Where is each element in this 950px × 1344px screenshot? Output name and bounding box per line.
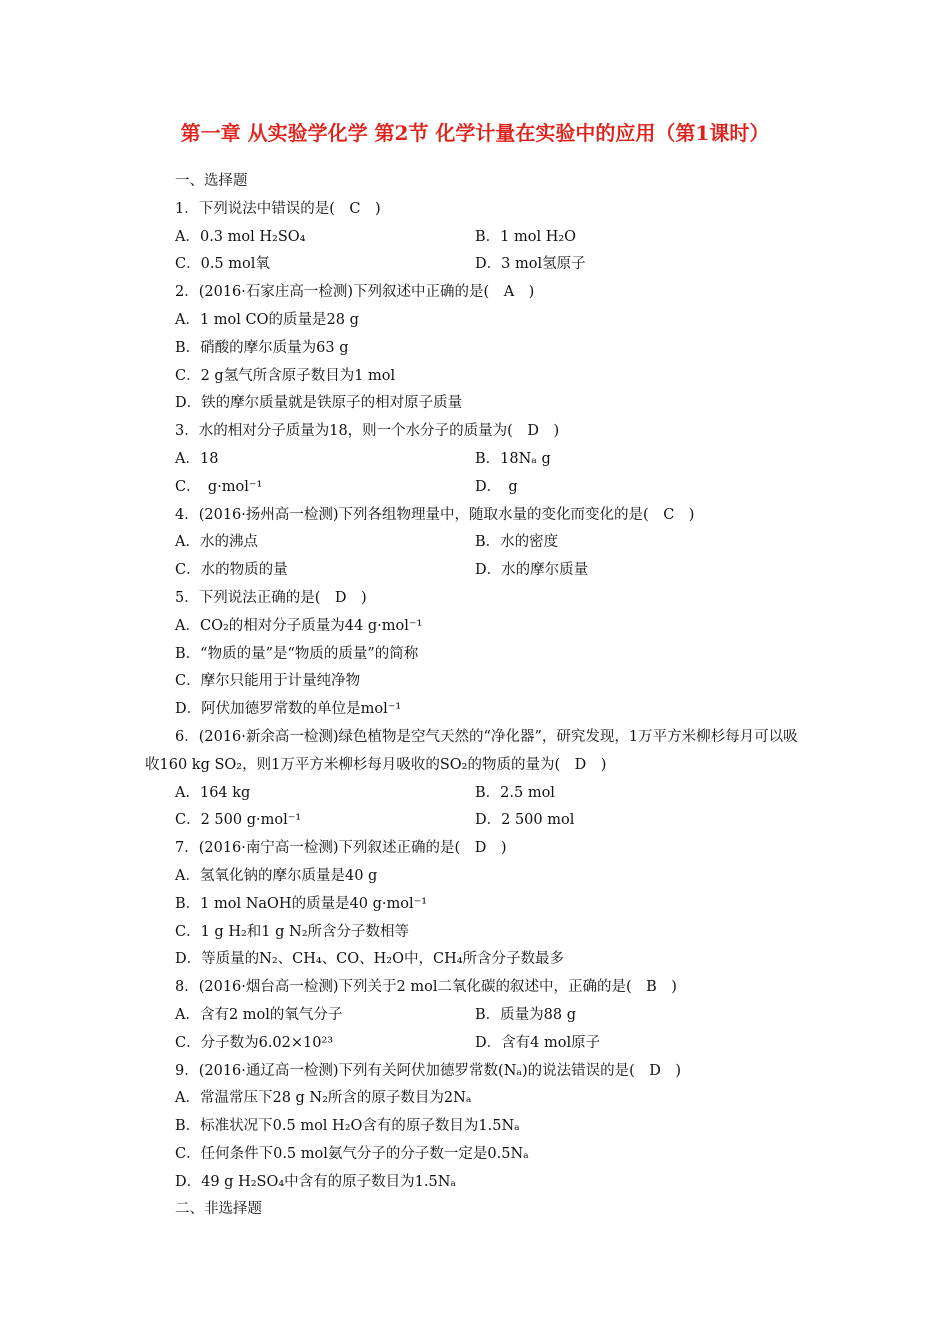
- option-5b: B．“物质的量”是“物质的质量”的简称: [175, 645, 419, 662]
- option-8c: C．分子数为6.02×10²³: [175, 1034, 334, 1051]
- page-title: 第一章 从实验学化学 第2节 化学计量在实验中的应用（第1课时）: [180, 121, 770, 145]
- option-3a: A．18: [175, 450, 219, 467]
- option-4b: B．水的密度: [475, 534, 559, 551]
- section-heading: 一、选择题: [175, 173, 248, 189]
- option-7a: A．氢氧化钠的摩尔质量是40 g: [175, 867, 378, 884]
- option-7c: C．1 g H₂和1 g N₂所含分子数相等: [175, 923, 410, 940]
- question-3: 3．水的相对分子质量为18，则一个水分子的质量为( D ): [175, 423, 560, 440]
- document-body: [145, 168, 805, 1224]
- section-heading-2: 二、非选择题: [175, 1201, 262, 1218]
- option-4a: A．水的沸点: [175, 534, 258, 551]
- question-6: 6．(2016·新余高一检测)绿色植物是空气天然的“净化器”，研究发现，1万平方米柳杉每月可以吸收160 kg SO₂，则1万平方米柳杉每月吸收的SO₂的物质的量为( D ): [145, 728, 798, 773]
- option-5c: C．摩尔只能用于计量纯净物: [175, 673, 361, 690]
- question-1: 1．下列说法中错误的是( C ): [175, 200, 381, 217]
- option-9d: D．49 g H₂SO₄中含有的原子数目为1.5Nₐ: [175, 1173, 457, 1190]
- option-2d: D．铁的摩尔质量就是铁原子的相对原子质量: [175, 395, 463, 412]
- question-7: 7．(2016·南宁高一检测)下列叙述正确的是( D ): [175, 840, 507, 857]
- question-4: 4．(2016·扬州高一检测)下列各组物理量中，随取水量的变化而变化的是( C ): [175, 506, 695, 523]
- option-9a: A．常温常压下28 g N₂所含的原子数目为2Nₐ: [175, 1090, 472, 1107]
- option-5a: A．CO₂的相对分子质量为44 g·mol⁻¹: [175, 617, 423, 634]
- option-9b: B．标准状况下0.5 mol H₂O含有的原子数目为1.5Nₐ: [175, 1118, 520, 1135]
- option-6a: A．164 kg: [175, 784, 251, 801]
- option-3d: D． g: [475, 478, 518, 495]
- option-8b: B．质量为88 g: [475, 1006, 576, 1023]
- option-1a: A．0.3 mol H₂SO₄: [175, 228, 306, 245]
- option-2a: A．1 mol CO的质量是28 g: [175, 311, 359, 328]
- option-4d: D．水的摩尔质量: [475, 562, 589, 579]
- option-2b: B．硝酸的摩尔质量为63 g: [175, 339, 349, 356]
- option-9c: C．任何条件下0.5 mol氨气分子的分子数一定是0.5Nₐ: [175, 1145, 529, 1162]
- option-1b: B．1 mol H₂O: [475, 228, 577, 245]
- option-5d: D．阿伏加德罗常数的单位是mol⁻¹: [175, 701, 402, 718]
- option-2c: C．2 g氢气所含原子数目为1 mol: [175, 367, 396, 384]
- option-1c: C．0.5 mol氧: [175, 256, 270, 273]
- option-3b: B．18Nₐ g: [475, 450, 551, 467]
- question-9: 9．(2016·通辽高一检测)下列有关阿伏加德罗常数(Nₐ)的说法错误的是( D ): [175, 1062, 682, 1079]
- option-3c: C． g·mol⁻¹: [175, 478, 263, 495]
- option-7d: D．等质量的N₂、CH₄、CO、H₂O中，CH₄所含分子数最多: [175, 951, 565, 968]
- option-6b: B．2.5 mol: [475, 784, 555, 801]
- option-4c: C．水的物质的量: [175, 562, 288, 579]
- question-5: 5．下列说法正确的是( D ): [175, 589, 367, 606]
- option-6d: D．2 500 mol: [475, 812, 575, 829]
- option-1d: D．3 mol氢原子: [475, 256, 586, 273]
- option-8a: A．含有2 mol的氧气分子: [175, 1006, 343, 1023]
- question-2: 2．(2016·石家庄高一检测)下列叙述中正确的是( A ): [175, 284, 535, 301]
- option-7b: B．1 mol NaOH的质量是40 g·mol⁻¹: [175, 895, 428, 912]
- question-8: 8．(2016·烟台高一检测)下列关于2 mol二氧化碳的叙述中，正确的是( B ): [175, 979, 677, 996]
- option-8d: D．含有4 mol原子: [475, 1034, 601, 1051]
- option-6c: C．2 500 g·mol⁻¹: [175, 812, 302, 829]
